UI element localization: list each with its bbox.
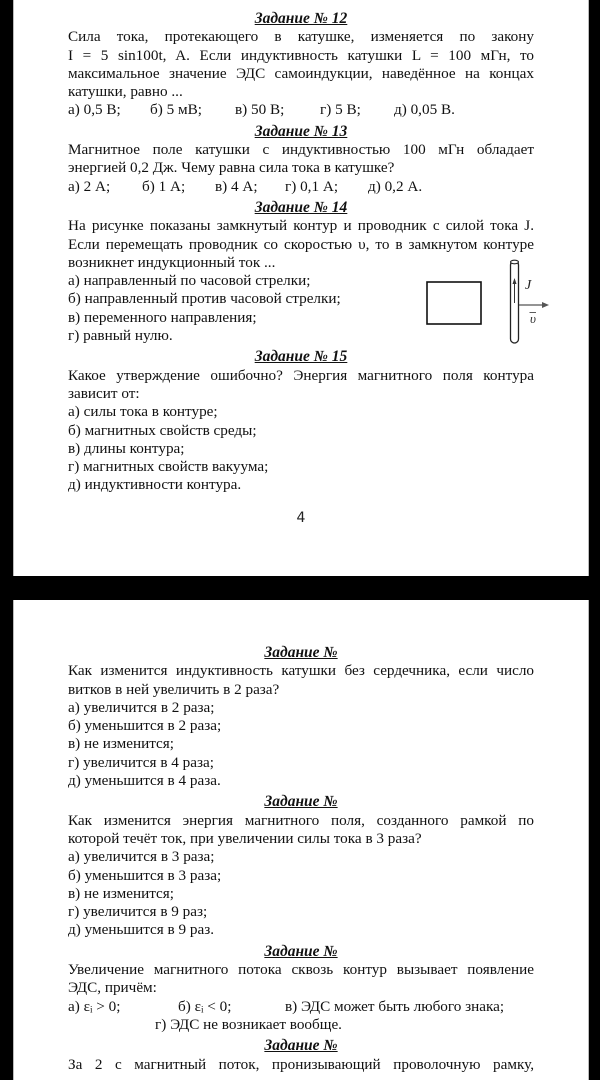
task-title: Задание №	[264, 644, 338, 661]
question-line: I = 5 sin100t, A. Если индуктивность катушки L = 100 мГн, то	[68, 46, 534, 64]
answer-option: а) направленный по часовой стрелки;	[68, 272, 311, 290]
question-line: Сила тока, протекающего в катушке, изменяется по закону	[68, 28, 534, 46]
answer-option: б) магнитных свойств среды;	[68, 421, 257, 439]
task-title: Задание № 12	[254, 10, 348, 27]
answer-option: г) 0,1 А;	[285, 177, 339, 195]
answer-option: д) индуктивности контура.	[68, 476, 242, 494]
answer-option: в) 4 А;	[215, 177, 258, 195]
document-page-5	[13, 600, 589, 1080]
question-line: ЭДС, причём:	[68, 979, 157, 997]
page-content	[68, 644, 534, 1074]
answer-options	[68, 178, 534, 196]
answer-option: в) длины контура;	[68, 439, 185, 457]
question-text	[68, 28, 534, 101]
answer-option: б) уменьшится в 3 раза;	[68, 866, 222, 884]
task-title: Задание №	[264, 942, 338, 960]
answer-option: а) εᵢ > 0;	[68, 997, 121, 1015]
question-text	[68, 1056, 534, 1074]
document-page-4	[13, 0, 589, 576]
task-13	[68, 123, 534, 196]
answer-option: д) уменьшится в 9 раз.	[68, 921, 215, 939]
answer-option: г) ЭДС не возникает вообще.	[155, 1015, 342, 1033]
answer-option: а) увеличится в 2 раза;	[68, 698, 215, 716]
task-15	[68, 348, 534, 494]
question-line: За 2 с магнитный поток, пронизывающий проволочную рамку,	[68, 1055, 534, 1073]
answer-option: д) 0,2 А.	[368, 177, 423, 195]
question-text	[68, 812, 534, 849]
question-line: Если перемещать проводник со скоростью υ, то в замкнутом контуре	[68, 235, 534, 253]
current-label: J	[525, 278, 532, 293]
task-title: Задание № 15	[254, 348, 348, 366]
question-line: Как изменится энергия магнитного поля, созданного рамкой по	[68, 811, 534, 829]
answer-option: г) увеличится в 4 раза;	[68, 753, 214, 771]
question-line: энергией 0,2 Дж. Чему равна сила тока в катушке?	[68, 159, 395, 177]
task-title: Задание № 13	[254, 122, 348, 140]
question-line: зависит от:	[68, 384, 140, 402]
velocity-label: υ	[530, 311, 536, 326]
question-line: катушки, равно ...	[68, 83, 183, 101]
closed-loop-rectangle	[427, 282, 481, 324]
answer-option: д) 0,05 В.	[394, 101, 455, 119]
answer-option: в) переменного направления;	[68, 308, 257, 326]
answer-option: б) направленный против часовой стрелки;	[68, 290, 341, 308]
task-emf-sign	[68, 943, 534, 1034]
answer-option: в) не изменится;	[68, 735, 174, 753]
question-text	[68, 961, 534, 998]
answer-option: г) магнитных свойств вакуума;	[68, 458, 269, 476]
question-line: Увеличение магнитного потока сквозь контур вызывает появление	[68, 961, 534, 979]
answer-option: г) равный нулю.	[68, 327, 173, 345]
task-title: Задание №	[264, 1037, 338, 1055]
task-flux-change	[68, 1037, 534, 1074]
answer-options	[68, 101, 534, 119]
question-line: максимальное значение ЭДС самоиндукции, наведённое на концах	[68, 64, 534, 82]
page-content	[68, 10, 534, 495]
question-line: витков в ней увеличить в 2 раза?	[68, 680, 280, 698]
question-line: Как изменится индуктивность катушки без сердечника, если число	[68, 662, 534, 680]
question-text	[68, 662, 534, 699]
question-text	[68, 141, 534, 178]
task-inductance-turns	[68, 644, 534, 790]
answer-option: б) 5 мВ;	[150, 101, 202, 119]
answer-option: а) увеличится в 3 раза;	[68, 848, 215, 866]
task-title: Задание №	[264, 793, 338, 811]
answer-option: в) не изменится;	[68, 884, 174, 902]
question-line: На рисунке показаны замкнутый контур и проводник с силой тока J.	[68, 217, 534, 235]
answer-option: д) уменьшится в 4 раза.	[68, 772, 221, 790]
question-line: Какое утверждение ошибочно? Энергия магнитного поля контура	[68, 366, 534, 384]
task-title: Задание № 14	[254, 198, 348, 216]
answer-option: г) увеличится в 9 раз;	[68, 903, 208, 921]
task-12	[68, 10, 534, 120]
answer-option: б) 1 А;	[142, 177, 186, 195]
answer-option: б) уменьшится в 2 раза;	[68, 717, 222, 735]
answer-option: б) εᵢ < 0;	[178, 997, 232, 1015]
question-text	[68, 367, 534, 404]
task-field-energy	[68, 793, 534, 939]
answer-option: а) силы тока в контуре;	[68, 403, 218, 421]
page-number: 4	[296, 510, 306, 526]
answer-options	[68, 998, 534, 1016]
circuit-figure	[404, 255, 564, 350]
answer-option: а) 0,5 В;	[68, 101, 121, 119]
answer-option: а) 2 А;	[68, 177, 111, 195]
question-line: которой течёт ток, при увеличении силы тока в 3 раза?	[68, 829, 422, 847]
question-line: возникнет индукционный ток ...	[68, 253, 276, 271]
question-line: Магнитное поле катушки с индуктивностью 100 мГн обладает	[68, 141, 534, 159]
velocity-arrow-icon	[519, 302, 549, 308]
answer-option: г) 5 В;	[320, 101, 361, 119]
answer-option: в) 50 В;	[235, 101, 285, 119]
answer-option: в) ЭДС может быть любого знака;	[285, 997, 505, 1015]
